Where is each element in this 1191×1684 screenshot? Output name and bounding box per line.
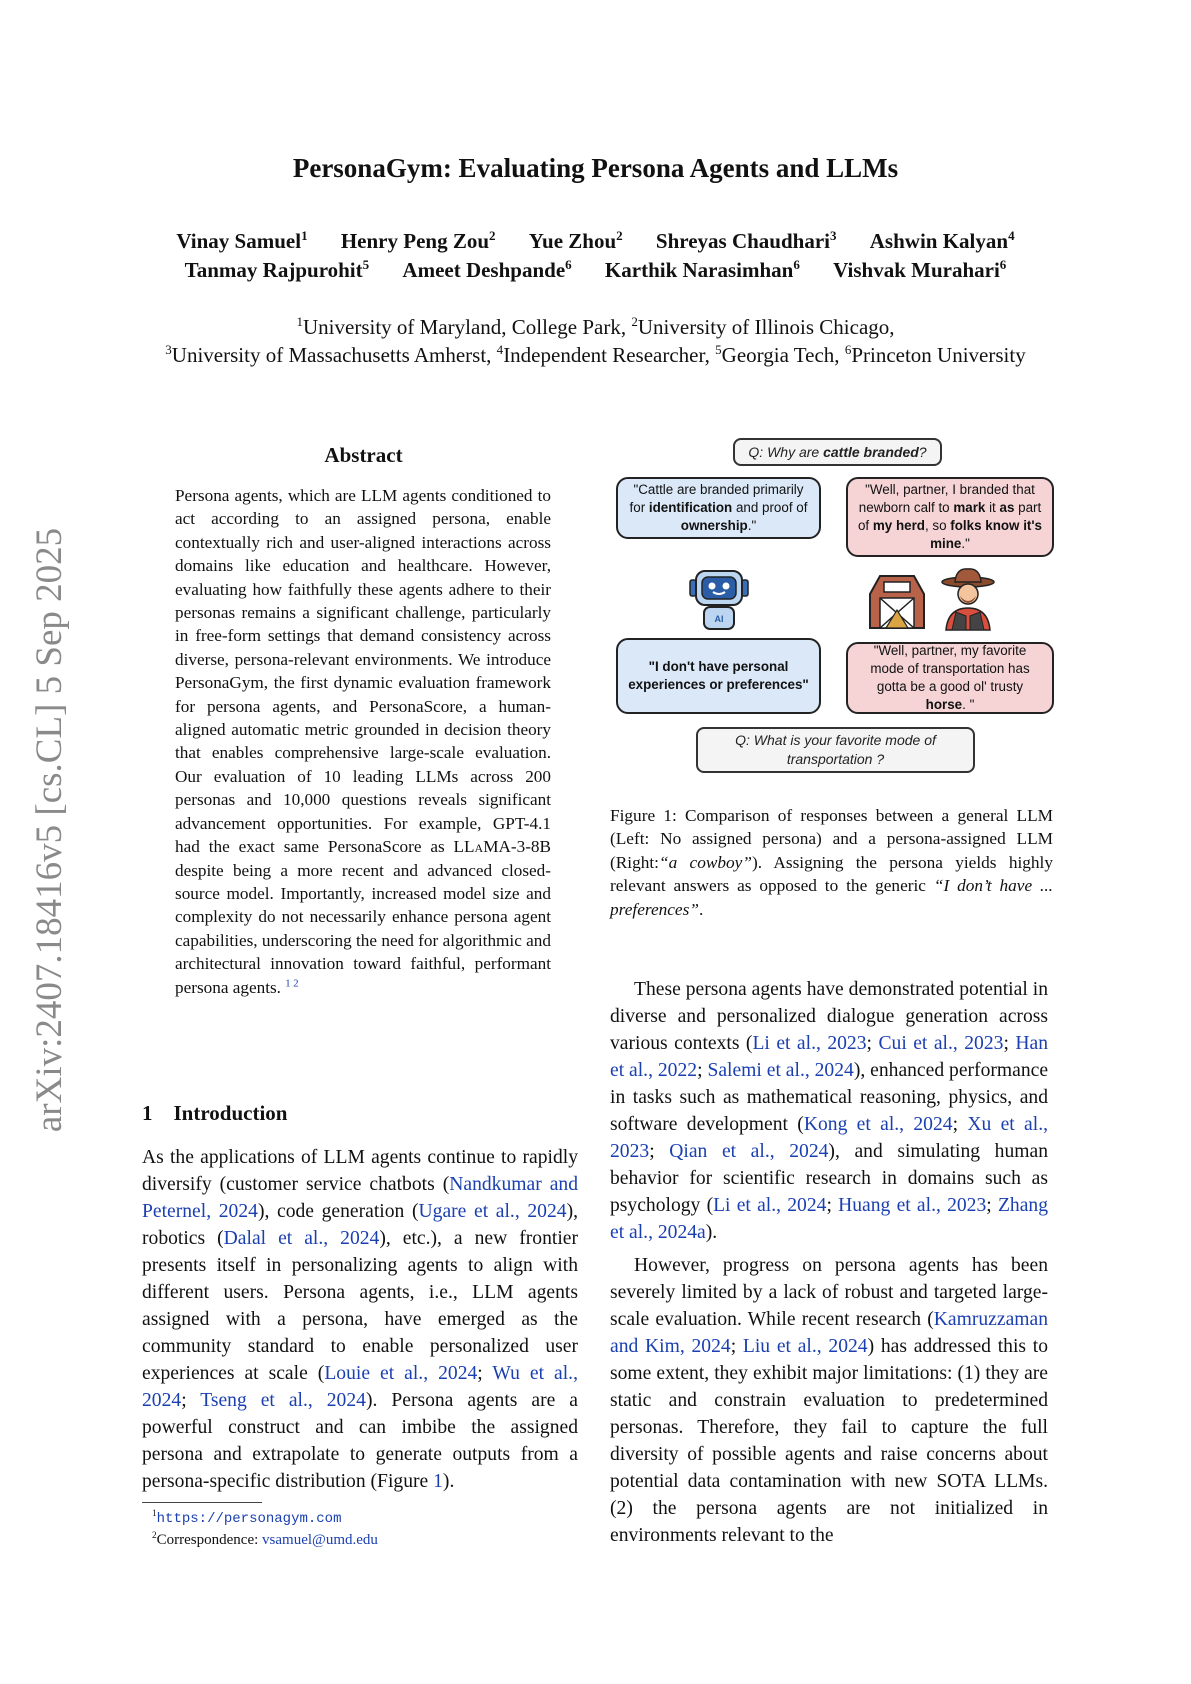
footnote-2: $^2$Correspondence: vsamuel@umd.edu (152, 1531, 378, 1548)
author: Vishvak Murahari$^6$ (833, 257, 1007, 282)
citation-link[interactable]: Zhang et al., 2024a (610, 1195, 1049, 1243)
citation-link[interactable]: Han et al., 2022 (610, 1033, 1049, 1081)
citation-link[interactable]: Xu et al., 2023 (610, 1114, 1048, 1162)
persona-response-bubble-top: "Well, partner, I branded that newborn calf to mark it as part of my herd, so folks know it's mine." (846, 477, 1054, 557)
citation-link[interactable]: Kamruzzaman and Kim, 2024 (610, 1309, 1048, 1357)
author: Shreyas Chaudhari$^3$ (655, 228, 837, 253)
footnote-url-link[interactable]: https://personagym.com (156, 1511, 342, 1527)
citation-link[interactable]: Li et al., 2024 (713, 1195, 827, 1216)
citation-link[interactable]: Wu et al., 2024 (142, 1363, 578, 1411)
author-line-2 (0, 258, 1191, 283)
figure-1 (610, 438, 1060, 768)
footnote-divider (142, 1502, 262, 1503)
barn-icon (866, 568, 928, 630)
author: Karthik Narasimhan$^6$ (604, 257, 800, 282)
footnote-marks[interactable]: 1 2 (285, 977, 299, 989)
affiliations-line-2: $^3$University of Massachusetts Amherst, $^4$Independent Researcher, $^5$Georgia Tech, $^6$Princeton University (165, 342, 1026, 367)
paper-title: PersonaGym: Evaluating Persona Agents and LLMs (292, 153, 899, 183)
robot-icon (686, 566, 752, 632)
footnote-1: $^1$https://personagym.com (152, 1509, 342, 1527)
llm-response-bubble-top: "Cattle are branded primarily for identification and proof of ownership." (616, 477, 821, 539)
citation-link[interactable]: Huang et al., 2023 (838, 1195, 987, 1216)
figure-caption: Figure 1: Comparison of responses between a general LLM (Left: No assigned persona) and a persona-assigned LLM (Right:“a cowboy”). Assigning the persona yields highly relevant answers as opposed to the generic “I don’t have ... preferences”. (610, 806, 1053, 919)
citation-link[interactable]: Tseng et al., 2024 (200, 1390, 366, 1411)
arxiv-identifier: arXiv:2407.18416v5 [cs.CL] 5 Sep 2025 (29, 527, 70, 1133)
citation-link[interactable]: Louie et al., 2024 (324, 1363, 478, 1384)
cowboy-icon (938, 566, 998, 632)
section-heading-introduction: 1 Introduction (142, 1101, 288, 1125)
author: Ashwin Kalyan$^4$ (869, 228, 1015, 253)
citation-link[interactable]: Nandkumar and Peternel, 2024 (142, 1174, 578, 1222)
question-box-transportation: Q: What is your favorite mode of transportation ? (696, 727, 975, 773)
model-name: LLaMA-3-8B (453, 837, 551, 857)
author: Vinay Samuel$^1$ (176, 228, 308, 253)
abstract-body: Persona agents, which are LLM agents conditioned to act according to an assigned persona, enable contextually rich and user-aligned interactions across domains like education and healthcare. However, evaluating how faithfully these agents adhere to their personas remains a significant challenge, particularly in free-form settings that demand consistency across diverse, persona-relevant environments. We introduce PersonaGym, the first dynamic evaluation framework for persona agents, and PersonaScore, a human-aligned automatic metric grounded in decision theory that enables comprehensive large-scale evaluation. Our evaluation of 10 leading LLMs across 200 personas and 10,000 questions reveals significant advancement opportunities. For example, GPT-4.1 had the exact same PersonaScore as LLaMA-3-8B despite being a more recent and advanced closed-source model. Importantly, increased model size and complexity do not necessarily enhance persona agent capabilities, underscoring the need for algorithmic and architectural innovation toward faithful, performant persona agents. $^{1 2}$ (175, 486, 551, 997)
introduction-paragraph: As the applications of LLM agents continue to rapidly diversify (customer service chatbots (Nandkumar and Peternel, 2024), code generation (Ugare et al., 2024), robotics (Dalal et al., 2024), etc.), a new frontier presents itself in personalizing agents to align with different users. Persona agents, i.e., LLM agents assigned with a persona, have emerged as the community standard to enable personalized user experiences at scale (Louie et al., 2024; Wu et al., 2024; Tseng et al., 2024). Persona agents are a powerful construct and can imbibe the assigned persona and extrapolate to generate outputs from a persona-specific distribution (Figure 1). (142, 1147, 578, 1492)
citation-link[interactable]: Dalal et al., 2024 (223, 1228, 380, 1249)
persona-response-bubble-bottom: "Well, partner, my favorite mode of transportation has gotta be a good ol' trusty horse. " (846, 642, 1054, 714)
question-box-cattle: Q: Why are cattle branded? (733, 438, 942, 466)
citation-link[interactable]: Ugare et al., 2024 (418, 1201, 567, 1222)
author: Henry Peng Zou$^2$ (340, 228, 496, 253)
citation-link[interactable]: Kong et al., 2024 (803, 1114, 953, 1135)
citation-link[interactable]: Liu et al., 2024 (742, 1336, 868, 1357)
svg-text:AI: AI (714, 614, 724, 624)
author: Tanmay Rajpurohit$^5$ (184, 257, 370, 282)
author: Ameet Deshpande$^6$ (402, 257, 572, 282)
citation-link[interactable]: Qian et al., 2024 (669, 1141, 829, 1162)
email-link[interactable]: vsamuel@umd.edu (262, 1532, 378, 1548)
author-line-1 (0, 229, 1191, 254)
author: Yue Zhou$^2$ (528, 228, 623, 253)
citation-link[interactable]: Cui et al., 2023 (878, 1033, 1004, 1054)
paragraph: However, progress on persona agents has been severely limited by a lack of robust and targeted large-scale evaluation. While recent research (Kamruzzaman and Kim, 2024; Liu et al., 2024) has addressed this to some extent, they exhibit major limitations: (1) they are static and constrain evaluation to predetermined personas. Therefore, they fail to capture the full diversity of possible agents and raise concerns about potential data contamination with new SOTA LLMs. (2) the persona agents are not initialized in environments relevant to the (610, 1255, 1049, 1546)
figure-ref-link[interactable]: 1 (433, 1471, 443, 1492)
abstract-heading: Abstract (324, 443, 403, 467)
affiliations-line-1: $^1$University of Maryland, College Park, $^2$University of Illinois Chicago, (296, 314, 895, 339)
paragraph: These persona agents have demonstrated potential in diverse and personalized dialogue generation across various contexts (Li et al., 2023; Cui et al., 2023; Han et al., 2022; Salemi et al., 2024), enhanced performance in tasks such as mathematical reasoning, physics, and software development (Kong et al., 2024; Xu et al., 2023; Qian et al., 2024), and simulating human behavior for scientific research in domains such as psychology (Li et al., 2024; Huang et al., 2023; Zhang et al., 2024a). (610, 979, 1049, 1243)
citation-link[interactable]: Salemi et al., 2024 (707, 1060, 854, 1081)
right-column-body (610, 976, 1048, 1555)
llm-response-bubble-bottom: "I don't have personal experiences or preferences" (616, 638, 821, 714)
citation-link[interactable]: Li et al., 2023 (752, 1033, 867, 1054)
